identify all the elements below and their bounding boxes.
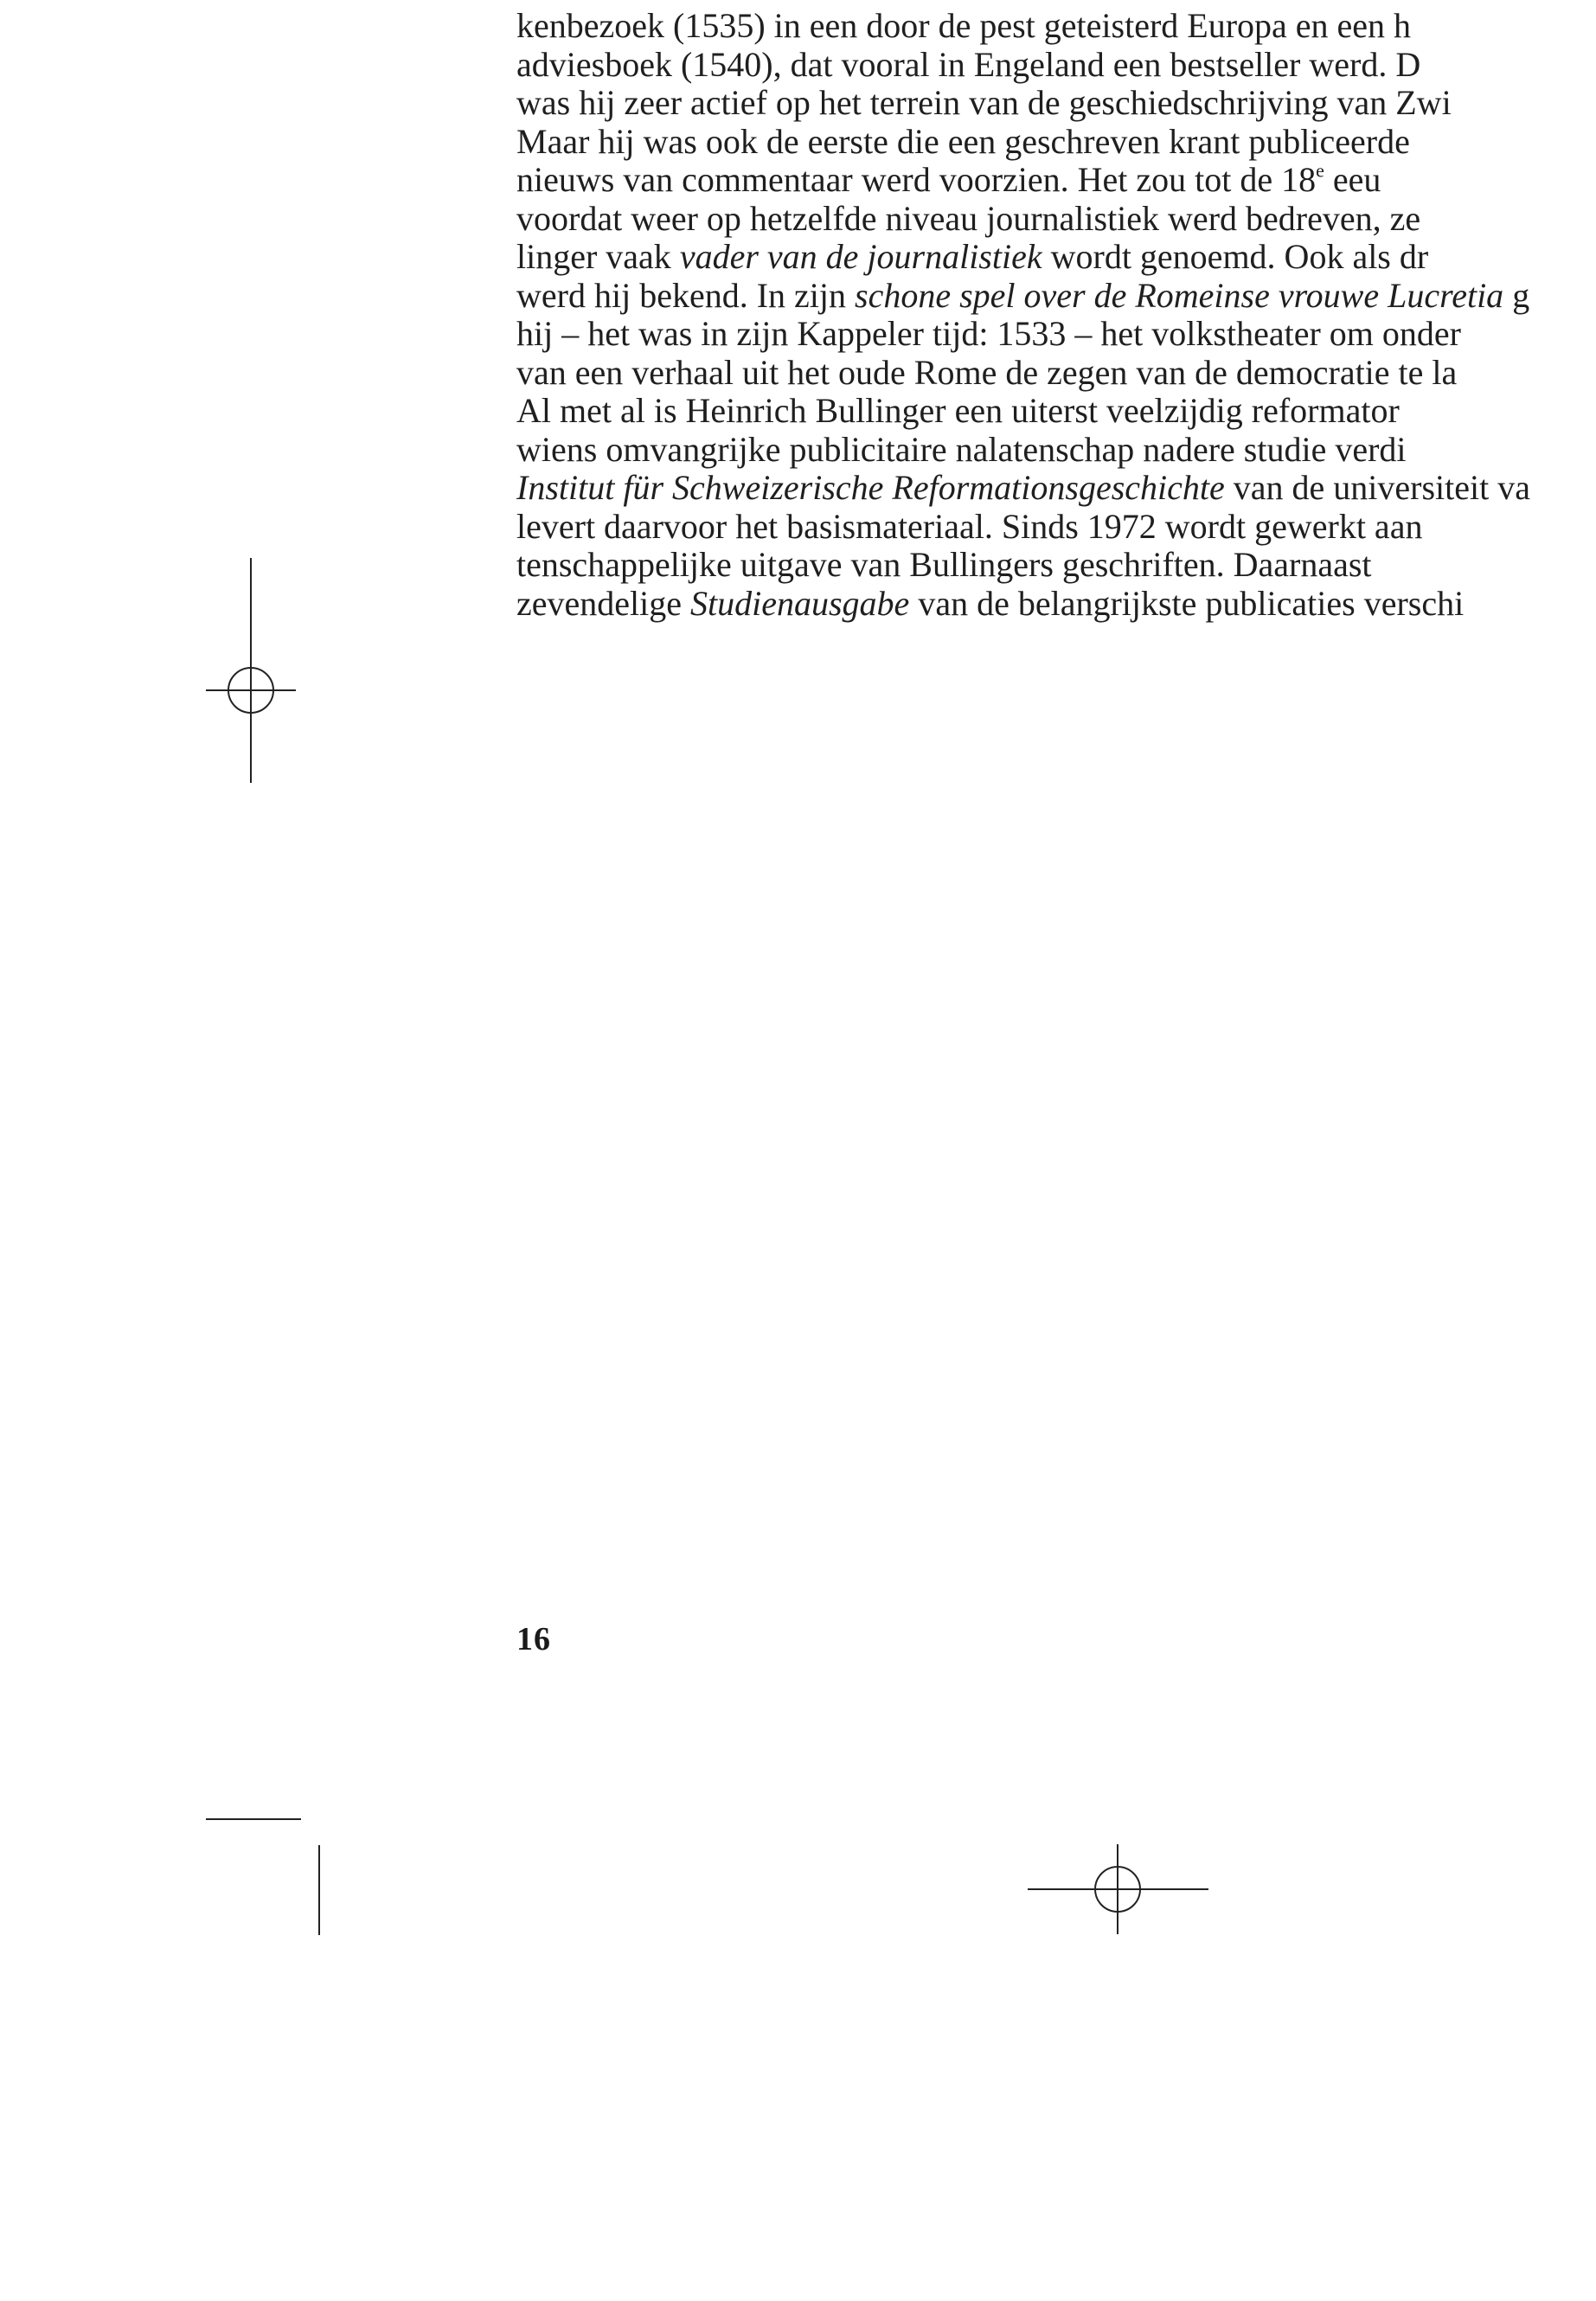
body-text-line <box>516 44 1420 86</box>
text-segment: was hij zeer actief op het terrein van de geschiedschrijving van Zwi <box>516 83 1452 122</box>
body-text-line <box>516 82 1452 124</box>
text-segment: van een verhaal uit het oude Rome de zegen van de democratie te la <box>516 352 1458 392</box>
text-segment: linger vaak <box>516 237 680 276</box>
text-segment: van de universiteit va <box>1224 468 1530 507</box>
text-segment: wiens omvangrijke publicitaire nalatenschap nadere studie verdi <box>516 429 1407 469</box>
text-segment: Al met al is Heinrich Bullinger een uiterst veelzijdig reformator <box>516 391 1400 430</box>
text-segment: nieuws van commentaar werd voorzien. Het zou tot de 18 <box>516 160 1317 199</box>
body-text-line <box>516 544 1372 586</box>
body-text-line <box>516 275 1529 317</box>
registration-mark-left <box>199 554 303 787</box>
body-text-line <box>516 198 1420 240</box>
text-segment: zevendelige <box>516 583 690 623</box>
body-text-line <box>516 236 1428 278</box>
body-text-line <box>516 467 1530 509</box>
text-segment: voordat weer op hetzelfde niveau journalistiek werd bedreven, ze <box>516 198 1421 238</box>
text-segment: werd hij bekend. In zijn <box>516 275 855 315</box>
text-segment: adviesboek (1540), dat vooral in Engeland een bestseller werd. D <box>516 44 1421 84</box>
registration-mark-bottom <box>1025 1842 1211 1937</box>
body-text-line <box>516 506 1422 548</box>
italic-text: schone spel over de Romeinse vrouwe Lucretia <box>855 275 1504 315</box>
body-text-line <box>516 313 1461 355</box>
body-text-line <box>516 5 1411 47</box>
text-segment: wordt genoemd. Ook als dr <box>1042 237 1429 276</box>
text-segment: kenbezoek (1535) in een door de pest geteisterd Europa en een h <box>516 6 1412 45</box>
crop-mark-horizontal <box>204 1815 304 1823</box>
superscript: e <box>1316 159 1324 182</box>
page-number: 16 <box>516 1621 551 1657</box>
italic-text: vader van de journalistiek <box>679 237 1042 276</box>
body-text-line <box>516 121 1410 163</box>
text-segment: tenschappelijke uitgave van Bullingers geschriften. Daarnaast <box>516 545 1372 584</box>
text-segment: van de belangrijkste publicaties verschi <box>909 583 1465 623</box>
italic-text: Institut für Schweizerische Reformationsgeschichte <box>516 468 1225 507</box>
text-segment: levert daarvoor het basismateriaal. Sinds 1972 wordt gewerkt aan <box>516 506 1423 546</box>
body-text-line <box>516 352 1457 394</box>
body-text-line <box>516 429 1407 471</box>
crop-mark-vertical <box>315 1843 324 1938</box>
text-segment: Maar hij was ook de eerste die een geschreven krant publiceerde <box>516 121 1410 161</box>
text-segment: eeu <box>1324 160 1381 199</box>
body-text-line <box>516 159 1381 201</box>
text-segment: hij – het was in zijn Kappeler tijd: 1533 – het volkstheater om onder <box>516 314 1461 353</box>
body-text-line <box>516 583 1464 625</box>
text-segment: g <box>1503 275 1530 315</box>
italic-text: Studienausgabe <box>690 583 910 623</box>
body-text-line <box>516 390 1400 432</box>
